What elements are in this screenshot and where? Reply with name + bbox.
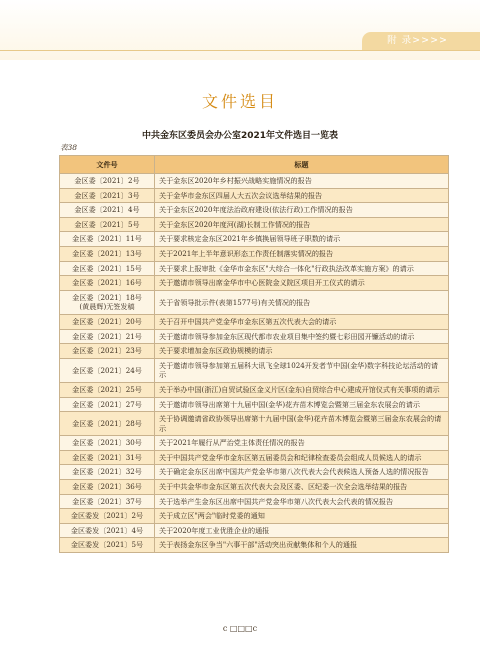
table-row bbox=[60, 290, 449, 314]
doc-title-cell: 关于金东区2020年乡村振兴战略实施情况的报告 bbox=[155, 174, 449, 189]
table-row bbox=[60, 480, 449, 495]
table-row bbox=[60, 523, 449, 538]
page-number: c □□□c bbox=[222, 624, 258, 633]
doc-title-cell: 关于邀请市领导出席金华市中心医院金义院区项目开工仪式的请示 bbox=[155, 276, 449, 291]
table-row bbox=[60, 188, 449, 203]
doc-number-cell: 金区委〔2021〕13号 bbox=[60, 246, 155, 261]
doc-title-cell: 关于表扬金东区争当"六事干部"活动突出贡献集体和个人的通报 bbox=[155, 538, 449, 553]
table-row bbox=[60, 217, 449, 232]
doc-number-cell: 金区委〔2021〕4号 bbox=[60, 203, 155, 218]
doc-number-cell: 金区委〔2021〕31号 bbox=[60, 450, 155, 465]
doc-title-cell: 关于金东区2020年度法治政府建设(依法行政)工作情况的报告 bbox=[155, 203, 449, 218]
doc-title-cell: 关于协调邀请省政协领导出席第十九届中国(金华)花卉苗木博览会暨第三届金东农展会的请示 bbox=[155, 412, 449, 436]
doc-number-cell: 金区委〔2021〕18号 (黄晨辉)无签发稿 bbox=[60, 290, 155, 314]
doc-number-cell: 金区委〔2021〕24号 bbox=[60, 358, 155, 382]
doc-title-cell: 关于金华市金东区四届人大五次会议选举结果的报告 bbox=[155, 188, 449, 203]
table-row bbox=[60, 382, 449, 397]
doc-number-cell: 金区委〔2021〕5号 bbox=[60, 217, 155, 232]
column-header-title: 标题 bbox=[155, 156, 449, 174]
table-row bbox=[60, 538, 449, 553]
doc-number-cell: 金区委〔2021〕15号 bbox=[60, 261, 155, 276]
doc-title-cell: 关于2021年履行从严治党主体责任情况的报告 bbox=[155, 436, 449, 451]
doc-number-cell: 金区委发〔2021〕5号 bbox=[60, 538, 155, 553]
doc-number-cell: 金区委〔2021〕36号 bbox=[60, 480, 155, 495]
doc-number-cell: 金区委〔2021〕3号 bbox=[60, 188, 155, 203]
column-header-doc-number: 文件号 bbox=[60, 156, 155, 174]
table-row bbox=[60, 246, 449, 261]
table-row bbox=[60, 344, 449, 359]
appendix-label: 附 录>>>> bbox=[387, 35, 448, 46]
page-header-band bbox=[0, 0, 480, 60]
table-row bbox=[60, 261, 449, 276]
table-row bbox=[60, 203, 449, 218]
doc-number-cell: 金区委〔2021〕21号 bbox=[60, 329, 155, 344]
table-row bbox=[60, 465, 449, 480]
doc-title-cell: 关于2020年度工业优胜企业的通报 bbox=[155, 523, 449, 538]
doc-title-cell: 关于要求增加金东区政协规模的请示 bbox=[155, 344, 449, 359]
doc-title-cell: 关于省领导批示件(表第1577号)有关情况的报告 bbox=[155, 290, 449, 314]
doc-title-cell: 关于选举产生金东区出席中国共产党金华市第八次代表大会代表的情况报告 bbox=[155, 494, 449, 509]
table-row bbox=[60, 329, 449, 344]
doc-title-cell: 关于召开中国共产党金华市金东区第五次代表大会的请示 bbox=[155, 314, 449, 329]
doc-title-cell: 关于成立区"两会"临时党委的通知 bbox=[155, 509, 449, 524]
section-title: 文件选目 bbox=[201, 92, 278, 111]
doc-number-cell: 金区委〔2021〕20号 bbox=[60, 314, 155, 329]
table-row bbox=[60, 450, 449, 465]
doc-number-cell: 金区委〔2021〕25号 bbox=[60, 382, 155, 397]
table-title: 中共金东区委员会办公室2021年文件选目一览表 bbox=[141, 131, 339, 141]
doc-number-cell: 金区委发〔2021〕2号 bbox=[60, 509, 155, 524]
doc-number-cell: 金区委〔2021〕11号 bbox=[60, 232, 155, 247]
table-row bbox=[60, 174, 449, 189]
doc-number-cell: 金区委〔2021〕37号 bbox=[60, 494, 155, 509]
table-number: 表38 bbox=[60, 143, 78, 152]
table-row bbox=[60, 509, 449, 524]
doc-number-cell: 金区委发〔2021〕4号 bbox=[60, 523, 155, 538]
table-row bbox=[60, 314, 449, 329]
doc-title-cell: 关于2021年上半年意识形态工作责任制落实情况的报告 bbox=[155, 246, 449, 261]
doc-number-cell: 金区委〔2021〕2号 bbox=[60, 174, 155, 189]
table-row bbox=[60, 232, 449, 247]
doc-number-cell: 金区委〔2021〕27号 bbox=[60, 397, 155, 412]
doc-title-cell: 关于邀请市领导出席第十九届中国(金华)花卉苗木博览会暨第三届金东农展会的请示 bbox=[155, 397, 449, 412]
doc-title-cell: 关于举办中国(浙江)自贸试验区金义片区(金东)自贸综合中心建成开馆仪式有关事项的请示 bbox=[155, 382, 449, 397]
document-list-table bbox=[59, 155, 449, 553]
doc-title-cell: 关于金东区2020年度河(湖)长制工作情况的报告 bbox=[155, 217, 449, 232]
doc-title-cell: 关于确定金东区出席中国共产党金华市第八次代表大会代表候选人预备人选的情况报告 bbox=[155, 465, 449, 480]
table-row bbox=[60, 358, 449, 382]
doc-title-cell: 关于中国共产党金华市金东区第五届委员会和纪律检查委员会组成人员候选人的请示 bbox=[155, 450, 449, 465]
table-row bbox=[60, 397, 449, 412]
table-row bbox=[60, 436, 449, 451]
doc-title-cell: 关于邀请市领导参加第五届科大讯飞全球1024开发者节中国(金华)数字科技论坛活动的请示 bbox=[155, 358, 449, 382]
doc-title-cell: 关于要求核定金东区2021年乡镇换届领导班子职数的请示 bbox=[155, 232, 449, 247]
doc-number-cell: 金区委〔2021〕16号 bbox=[60, 276, 155, 291]
doc-title-cell: 关于要求上报审批《金华市金东区"大综合一体化"行政执法改革实施方案》的请示 bbox=[155, 261, 449, 276]
doc-title-cell: 关于中共金华市金东区第五次代表大会及区委、区纪委一次全会选举结果的报告 bbox=[155, 480, 449, 495]
table-header-row bbox=[60, 156, 449, 174]
table-row bbox=[60, 276, 449, 291]
doc-number-cell: 金区委〔2021〕30号 bbox=[60, 436, 155, 451]
table-row bbox=[60, 494, 449, 509]
doc-title-cell: 关于邀请市领导参加金东区现代都市农业项目集中签约暨七彩田园开镰活动的请示 bbox=[155, 329, 449, 344]
doc-number-cell: 金区委〔2021〕28号 bbox=[60, 412, 155, 436]
doc-number-cell: 金区委〔2021〕32号 bbox=[60, 465, 155, 480]
table-row bbox=[60, 412, 449, 436]
doc-number-cell: 金区委〔2021〕23号 bbox=[60, 344, 155, 359]
header-rule bbox=[0, 50, 480, 51]
